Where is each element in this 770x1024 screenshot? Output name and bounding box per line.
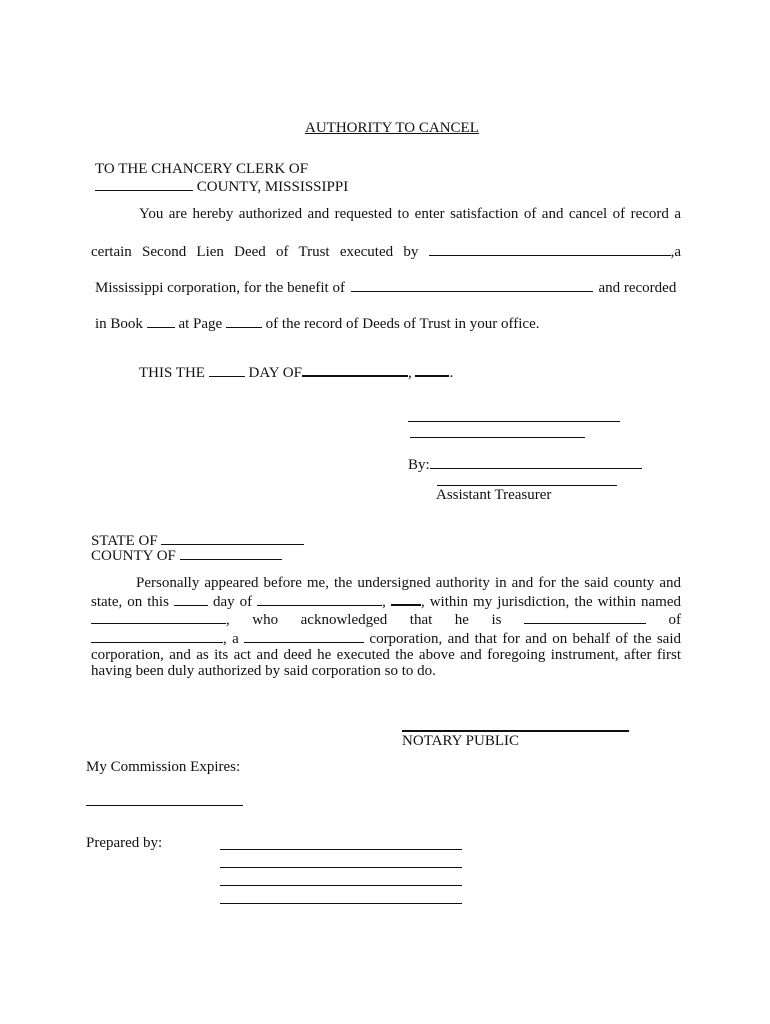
- ack-he: he: [454, 612, 469, 629]
- book-label: in Book: [95, 316, 143, 332]
- state-of-label: STATE OF: [91, 533, 158, 549]
- ack-line-2: [91, 591, 681, 610]
- recorded-text: and recorded: [598, 280, 677, 296]
- date-line: [139, 362, 453, 382]
- county-of-line: [91, 546, 282, 565]
- beneficiary-text: Mississippi corporation, for the benefit of: [95, 280, 345, 296]
- prepared-by-line-2[interactable]: [220, 867, 462, 868]
- company-name-line[interactable]: [408, 421, 620, 422]
- ack-company-blank[interactable]: [91, 629, 223, 643]
- ack-line-3: [91, 610, 681, 628]
- company-name-line-2[interactable]: [410, 437, 585, 438]
- ack-named-blank[interactable]: [91, 610, 226, 624]
- deed-text: certain Second Lien Deed of Trust executed by: [91, 244, 419, 260]
- prepared-by-line-4[interactable]: [220, 903, 462, 904]
- ack-state-blank[interactable]: [244, 629, 364, 643]
- county-blank[interactable]: [95, 177, 193, 191]
- county-of-label: COUNTY OF: [91, 548, 176, 564]
- county-suffix: COUNTY, MISSISSIPPI: [196, 179, 349, 195]
- notary-signature-line[interactable]: [402, 730, 629, 732]
- page-label: at Page: [178, 316, 223, 332]
- acknowledgment-paragraph: [91, 575, 681, 679]
- year-blank[interactable]: [415, 362, 449, 377]
- signer-name-line[interactable]: [437, 485, 617, 486]
- record-text: of the record of Deeds of Trust in your office.: [265, 316, 540, 332]
- authorization-line-3: [95, 278, 676, 297]
- ack-comma-2: ,: [226, 612, 230, 629]
- ack-title-blank[interactable]: [524, 610, 646, 624]
- ack-year-blank[interactable]: [391, 591, 421, 606]
- authorization-line-2: [91, 242, 681, 261]
- ack-day-of: day of: [212, 594, 253, 611]
- ack-corporation-text: corporation, and that for and on behalf of the said: [369, 630, 681, 647]
- page-blank[interactable]: [226, 314, 262, 328]
- authorization-line-4: [95, 314, 540, 333]
- this-the-label: THIS THE: [139, 365, 205, 381]
- ack-on-this: state, on this: [91, 594, 169, 611]
- date-period: .: [449, 365, 454, 381]
- beneficiary-blank[interactable]: [351, 278, 593, 292]
- prepared-by-label: Prepared by:: [86, 835, 163, 851]
- state-blank[interactable]: [161, 531, 304, 545]
- by-label: By:: [408, 457, 430, 473]
- commission-label: My Commission Expires:: [86, 759, 241, 775]
- ack-that: that: [409, 612, 433, 629]
- county-of-blank[interactable]: [180, 546, 282, 560]
- ack-line-5: corporation, and as its act and deed he executed the above and foregoing instrument, after first: [91, 646, 681, 663]
- authorization-line-1: You are hereby authorized and requested to enter satisfaction of and cancel of record a: [139, 206, 681, 222]
- book-blank[interactable]: [147, 314, 175, 328]
- by-signature-blank[interactable]: [430, 455, 642, 469]
- ack-a: , a: [223, 630, 239, 647]
- ack-line-1: Personally appeared before me, the undersigned authority in and for the said county and: [136, 575, 681, 591]
- ack-day-blank[interactable]: [174, 592, 208, 606]
- executed-by-blank[interactable]: [429, 242, 671, 256]
- ack-is: is: [491, 612, 502, 629]
- a-suffix: ,a: [670, 244, 681, 260]
- date-comma: ,: [407, 365, 412, 381]
- month-blank[interactable]: [302, 362, 408, 377]
- addressee-line: TO THE CHANCERY CLERK OF: [95, 161, 309, 177]
- county-line: [95, 177, 348, 196]
- ack-month-blank[interactable]: [257, 592, 382, 606]
- day-of-label: DAY OF: [248, 365, 302, 381]
- prepared-by-line-1[interactable]: [220, 849, 462, 850]
- ack-acknowledged: acknowledged: [300, 612, 388, 629]
- day-blank[interactable]: [209, 363, 245, 377]
- document-title: AUTHORITY TO CANCEL: [305, 120, 479, 136]
- ack-jurisdiction: , within my jurisdiction, the within named: [420, 594, 681, 611]
- prepared-by-line-3[interactable]: [220, 885, 462, 886]
- notary-label: NOTARY PUBLIC: [402, 733, 520, 749]
- commission-date-line[interactable]: [86, 805, 243, 806]
- ack-comma: ,: [382, 594, 386, 611]
- ack-line-6: having been duly authorized by said corporation so to do.: [91, 663, 436, 680]
- ack-who: who: [252, 612, 279, 629]
- signer-title: Assistant Treasurer: [436, 487, 552, 503]
- ack-line-4: [91, 629, 681, 647]
- ack-of: of: [668, 612, 682, 629]
- by-signature-line: [408, 455, 642, 474]
